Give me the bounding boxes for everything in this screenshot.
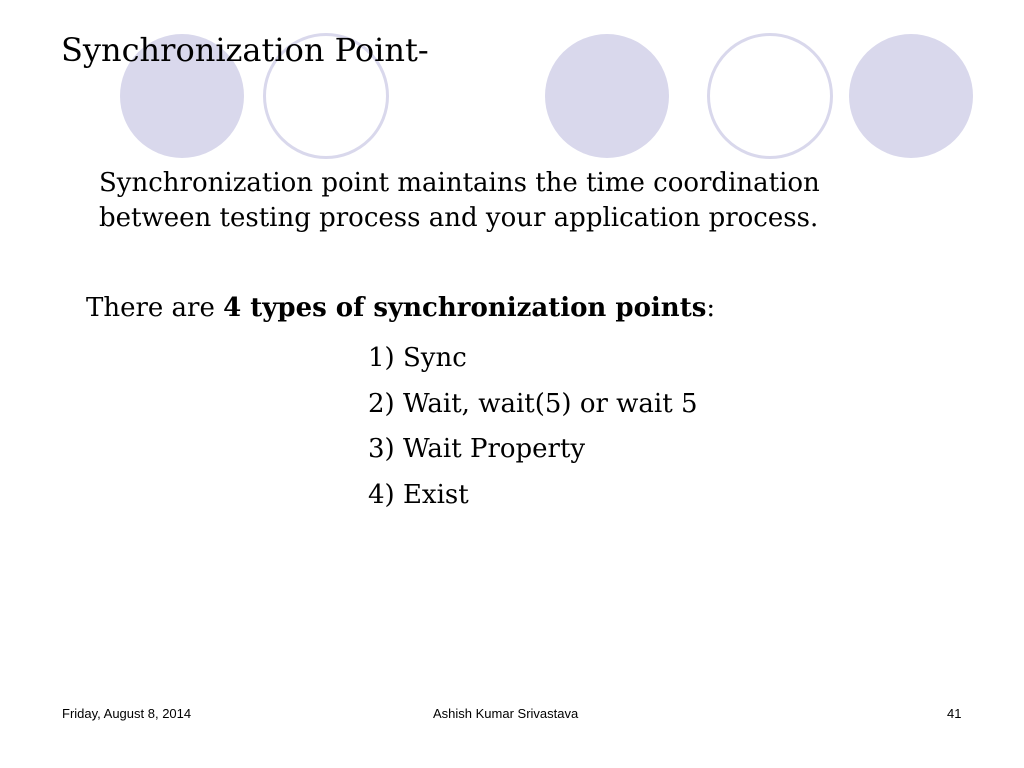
types-heading (86, 290, 715, 326)
footer-author: Ashish Kumar Srivastava (433, 706, 579, 721)
slide-title: Synchronization Point- (61, 31, 429, 69)
decorative-circle-filled (849, 34, 973, 158)
footer-date: Friday, August 8, 2014 (62, 706, 192, 721)
decorative-circle-outline (707, 33, 833, 159)
list-item: 2) Wait, wait(5) or wait 5 (368, 388, 698, 419)
types-heading-prefix: There are (86, 293, 224, 323)
types-heading-suffix: : (706, 293, 716, 323)
list-item: 3) Wait Property (368, 434, 586, 464)
footer-page-number: 41 (947, 706, 962, 721)
synchronization-types-list (368, 336, 698, 518)
intro-paragraph: Synchronization point maintains the time coordination between testing process and your application process. (99, 168, 820, 233)
types-heading-emphasis: 4 types of synchronization points (223, 293, 707, 323)
list-item: 4) Exist (368, 479, 469, 510)
decorative-circle-filled (545, 34, 669, 158)
list-item: 1) Sync (368, 343, 467, 373)
